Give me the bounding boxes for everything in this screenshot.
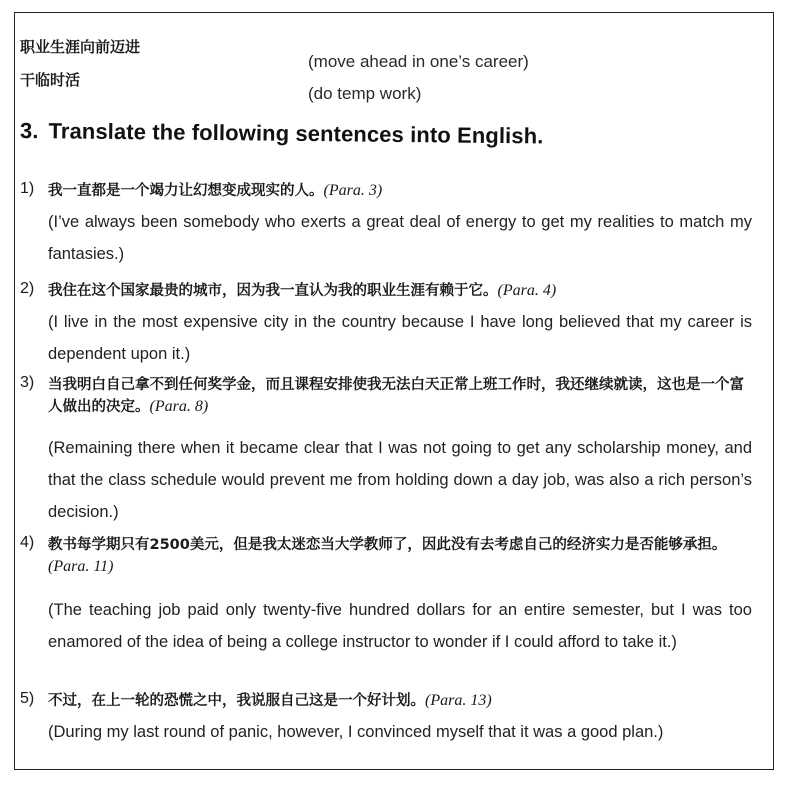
vocab-chinese-2: 干临时活 bbox=[20, 71, 81, 89]
item-english: (The teaching job paid only twenty-five hundred dollars for an entire semester, but I was too enamored of the idea of being a college instructor to wonder if I could afford to take it.) bbox=[48, 601, 752, 651]
item-english: (I live in the most expensive city in the country because I have long believed that my career is dependent upon it.) bbox=[48, 313, 752, 363]
item-chinese bbox=[48, 690, 752, 712]
item-number: 4) bbox=[20, 534, 35, 551]
chinese-sentence: 当我明白自己拿不到任何奖学金，而且课程安排使我无法白天正常上班工作时，我还继续就读，这也是一个富人做出的决定。 bbox=[48, 377, 744, 415]
paragraph-reference: (Para. 8) bbox=[149, 398, 209, 415]
item-number: 3) bbox=[20, 374, 35, 391]
vocab-english-2: (do temp work) bbox=[308, 84, 422, 103]
item-chinese bbox=[48, 180, 752, 202]
paragraph-reference: (Para. 3) bbox=[323, 182, 383, 199]
exercise-number: 3. bbox=[19, 118, 39, 144]
item-number: 1) bbox=[20, 180, 35, 197]
chinese-sentence: 教书每学期只有2500美元，但是我太迷恋当大学教师了，因此没有去考虑自己的经济实力是否能够承担。 bbox=[48, 537, 727, 553]
item-english: (I’ve always been somebody who exerts a great deal of energy to get my realities to match my fantasies.) bbox=[48, 213, 752, 263]
item-number: 5) bbox=[20, 690, 35, 707]
item-chinese bbox=[48, 374, 752, 418]
vocab-chinese-1: 职业生涯向前迈进 bbox=[20, 38, 141, 56]
chinese-sentence: 我一直都是一个竭力让幻想变成现实的人。 bbox=[48, 183, 324, 199]
vocab-english-1: (move ahead in one’s career) bbox=[308, 52, 529, 71]
chinese-sentence: 不过，在上一轮的恐慌之中，我说服自己这是一个好计划。 bbox=[48, 693, 425, 709]
paragraph-reference: (Para. 11) bbox=[48, 558, 114, 575]
vocabulary-list bbox=[20, 24, 740, 114]
paragraph-reference: (Para. 4) bbox=[497, 282, 557, 299]
item-english: (Remaining there when it became clear that I was not going to get any scholarship money, and that the class schedule would prevent me from holding down a day job, was also a rich person’s decision.) bbox=[48, 439, 752, 521]
item-chinese bbox=[48, 280, 752, 302]
item-chinese bbox=[48, 534, 752, 578]
paragraph-reference: (Para. 13) bbox=[425, 692, 492, 709]
exercise-heading bbox=[20, 118, 544, 149]
item-english: (During my last round of panic, however, I convinced myself that it was a good plan.) bbox=[48, 723, 664, 741]
exercise-title: Translate the following sentences into English. bbox=[48, 118, 544, 149]
chinese-sentence: 我住在这个国家最贵的城市，因为我一直认为我的职业生涯有赖于它。 bbox=[48, 283, 498, 299]
item-number: 2) bbox=[20, 280, 35, 297]
